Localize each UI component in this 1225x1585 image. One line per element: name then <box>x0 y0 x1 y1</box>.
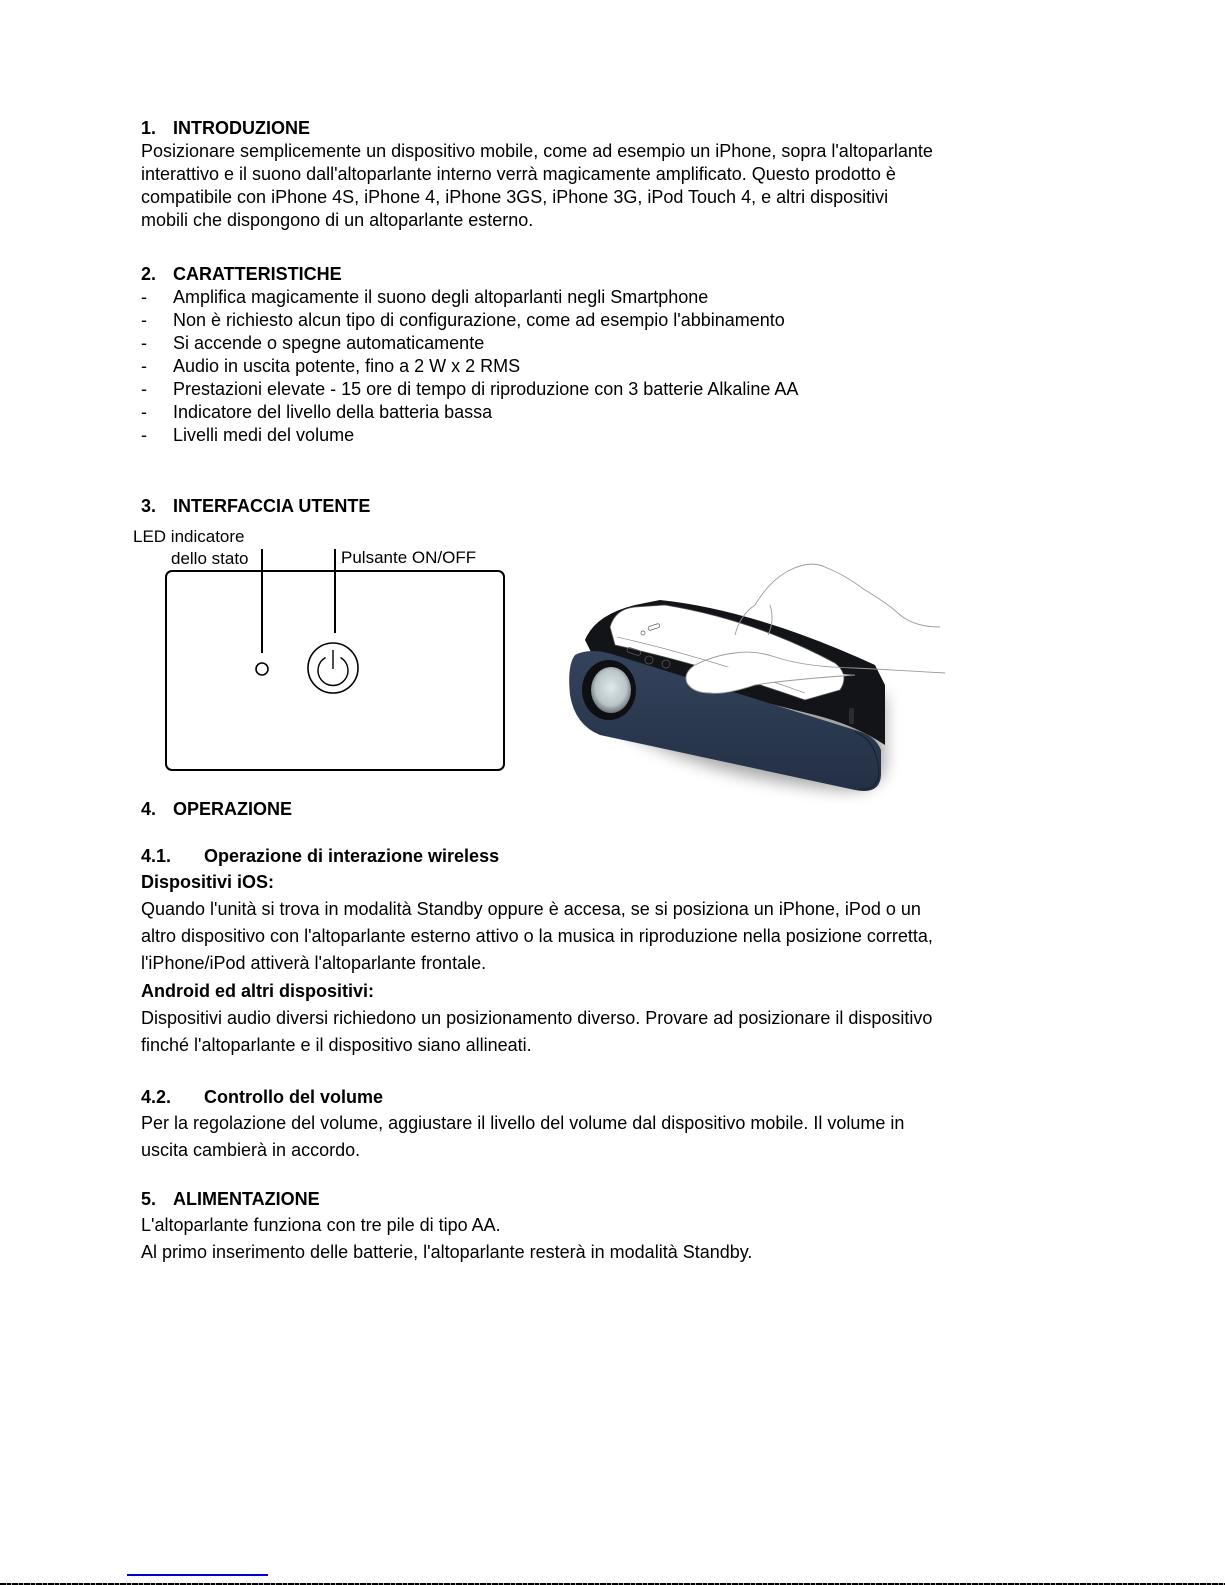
section-1-heading <box>141 117 310 139</box>
paragraph-line: Posizionare semplicemente un dispositivo mobile, come ad esempio un iPhone, sopra l'altoparlante <box>141 141 933 161</box>
list-item <box>141 401 798 424</box>
android-heading: Android ed altri dispositivi: <box>141 981 375 1001</box>
paragraph-line: Dispositivi audio diversi richiedono un posizionamento diverso. Provare ad posizionare il dispositivo <box>141 1008 933 1028</box>
list-item <box>141 424 798 447</box>
paragraph-line: compatibile con iPhone 4S, iPhone 4, iPhone 3GS, iPhone 3G, iPod Touch 4, e altri dispositivi <box>141 187 889 207</box>
bullet-dash: - <box>141 379 147 399</box>
paragraph-line: l'iPhone/iPod attiverà l'altoparlante frontale. <box>141 953 487 973</box>
section-2-heading <box>141 263 342 285</box>
paragraph-line: Per la regolazione del volume, aggiustare il livello del volume dal dispositivo mobile. Il volume in <box>141 1113 905 1133</box>
subsection-number: 4.1. <box>141 846 172 866</box>
bullet-dash: - <box>141 356 147 376</box>
bullet-dash: - <box>141 287 147 307</box>
led-callout-line <box>261 549 263 653</box>
list-item-text: Indicatore del livello della batteria bassa <box>173 402 493 422</box>
list-item-text: Si accende o spegne automaticamente <box>173 333 485 353</box>
section-title: CARATTERISTICHE <box>173 264 342 284</box>
list-item-text: Non è richiesto alcun tipo di configurazione, come ad esempio l'abbinamento <box>173 310 785 330</box>
paragraph-line: uscita cambierà in accordo. <box>141 1140 361 1160</box>
led-indicator-icon <box>253 660 271 678</box>
led-label-line2: dello stato <box>171 549 249 568</box>
intro-paragraph <box>141 140 933 232</box>
list-item <box>141 332 798 355</box>
ios-paragraph <box>141 896 933 977</box>
power-paragraph <box>141 1212 752 1266</box>
bullet-dash: - <box>141 310 147 330</box>
list-item-text: Prestazioni elevate - 15 ore di tempo di riproduzione con 3 batterie Alkaline AA <box>173 379 799 399</box>
subsection-title: Operazione di interazione wireless <box>204 846 500 866</box>
bullet-dash: - <box>141 425 147 445</box>
section-4-heading <box>141 798 292 820</box>
paragraph-line: interattivo e il suono dall'altoparlante interno verrà magicamente amplificato. Questo prodotto è <box>141 164 896 184</box>
paragraph-line: Quando l'unità si trova in modalità Standby oppure è accesa, se si posiziona un iPhone, iPod o un <box>141 899 921 919</box>
section-title: OPERAZIONE <box>173 799 293 819</box>
subsection-4-2-heading <box>141 1086 383 1108</box>
list-item <box>141 355 798 378</box>
section-title: INTERFACCIA UTENTE <box>173 496 371 516</box>
list-item-text: Audio in uscita potente, fino a 2 W x 2 RMS <box>173 356 521 376</box>
power-callout-line <box>334 549 336 633</box>
power-button-label: Pulsante ON/OFF <box>341 548 477 567</box>
list-item-text: Amplifica magicamente il suono degli altoparlanti negli Smartphone <box>173 287 709 307</box>
section-number: 1. <box>141 118 157 138</box>
power-button-icon[interactable] <box>306 641 360 695</box>
speaker-product-photo <box>555 545 945 805</box>
list-item <box>141 378 798 401</box>
list-item <box>141 309 798 332</box>
section-title: INTRODUZIONE <box>173 118 310 138</box>
footer-link-underline[interactable] <box>127 1574 268 1576</box>
subsection-4-1-heading <box>141 845 499 867</box>
list-item-text: Livelli medi del volume <box>173 425 355 445</box>
android-paragraph <box>141 1005 932 1059</box>
led-label-line1: LED indicatore <box>133 527 245 546</box>
volume-paragraph <box>141 1110 904 1164</box>
paragraph-line: L'altoparlante funziona con tre pile di tipo AA. <box>141 1215 501 1235</box>
ios-heading: Dispositivi iOS: <box>141 872 275 892</box>
section-title: ALIMENTAZIONE <box>173 1189 320 1209</box>
features-list <box>141 286 798 447</box>
subsection-number: 4.2. <box>141 1087 172 1107</box>
list-item <box>141 286 798 309</box>
paragraph-line: Al primo inserimento delle batterie, l'altoparlante resterà in modalità Standby. <box>141 1242 753 1262</box>
bullet-dash: - <box>141 402 147 422</box>
section-number: 2. <box>141 264 157 284</box>
paragraph-line: altro dispositivo con l'altoparlante esterno attivo o la musica in riproduzione nella posizione corretta, <box>141 926 933 946</box>
paragraph-line: finché l'altoparlante e il dispositivo siano allineati. <box>141 1035 532 1055</box>
bullet-dash: - <box>141 333 147 353</box>
paragraph-line: mobili che dispongono di un altoparlante esterno. <box>141 210 534 230</box>
section-number: 4. <box>141 799 157 819</box>
section-number: 5. <box>141 1189 157 1209</box>
section-5-heading <box>141 1188 320 1210</box>
section-3-heading <box>141 495 370 517</box>
subsection-title: Controllo del volume <box>204 1087 384 1107</box>
section-number: 3. <box>141 496 157 516</box>
